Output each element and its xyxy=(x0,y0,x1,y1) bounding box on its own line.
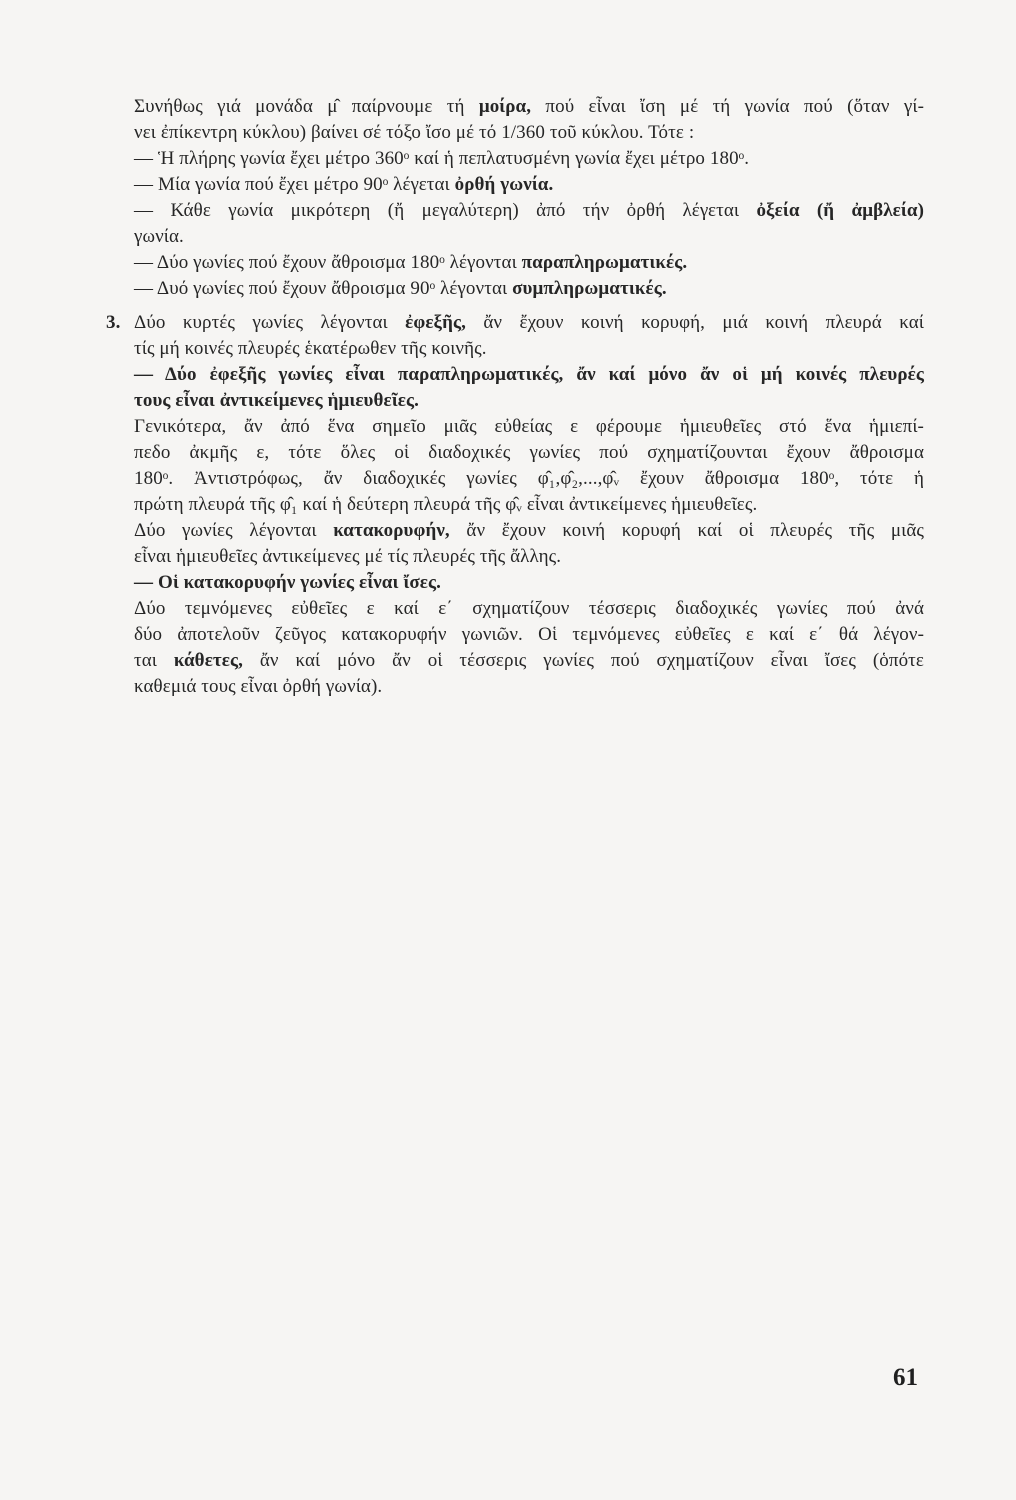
bold-text: μοίρα, xyxy=(478,96,532,117)
text-line xyxy=(134,544,924,570)
text-line xyxy=(134,276,924,302)
text-span: νει ἐπίκεντρη κύκλου) βαίνει σέ τόξο ἴσο μέ τό 1/360 τοῦ κύκλου. Τότε : xyxy=(134,122,695,143)
text-line xyxy=(134,250,924,276)
bold-text: κάθετες, xyxy=(173,650,243,671)
text-span: ται xyxy=(134,650,174,671)
text-span: ἄν καί μόνο ἄν οἱ τέσσερις γωνίες πού σχηματίζουν εἶναι ἴσες (ὁπότε xyxy=(242,650,924,671)
text-span: πρώτη πλευρά τῆς φ̂₁ καί ἡ δεύτερη πλευρά τῆς φ̂ᵥ εἶναι ἀντικείμενες ἡμιευθεῖες. xyxy=(134,494,758,515)
bold-text: κατακορυφήν, xyxy=(333,520,450,541)
text-span: Γενικότερα, ἄν ἀπό ἕνα σημεῖο μιᾶς εὐθείας ε φέρουμε ἡμιευθεῖες στό ἕνα ἡμιεπί- xyxy=(134,416,924,437)
text-span: ἄν ἔχουν κοινή κορυφή, μιά κοινή πλευρά καί xyxy=(465,312,924,333)
bold-text: — Οἱ κατακορυφήν γωνίες εἶναι ἴσες. xyxy=(134,572,441,593)
text-line xyxy=(134,518,924,544)
text-line xyxy=(134,674,924,700)
text-span: δύο ἀποτελοῦν ζεῦγος κατακορυφήν γωνιῶν. Οἱ τεμνόμενες εὐθεῖες ε καί ε΄ θά λέγον- xyxy=(134,624,924,645)
text-line xyxy=(106,310,924,336)
text-span: — Ἡ πλήρης γωνία ἔχει μέτρο 360ᵒ καί ἡ πεπλατυσμένη γωνία ἔχει μέτρο 180ᵒ. xyxy=(134,148,750,169)
page-number: 61 xyxy=(893,1364,918,1391)
text-span: πεδο ἀκμῆς ε, τότε ὅλες οἱ διαδοχικές γωνίες πού σχηματίζουνται ἔχουν ἄθροισμα xyxy=(134,442,924,463)
text-line xyxy=(134,388,924,414)
text-line xyxy=(134,570,924,596)
text-span: 180ᵒ. Ἀντιστρόφως, ἄν διαδοχικές γωνίες φ̂₁,φ̂₂,...,φ̂ᵥ ἔχουν ἄθροισμα 180ᵒ, τότε ἡ xyxy=(134,468,924,489)
text-span: — Δυό γωνίες πού ἔχουν ἄθροισμα 90ᵒ λέγονται xyxy=(134,278,513,299)
paragraph-gap xyxy=(134,302,924,310)
section-number: 3. xyxy=(106,312,121,333)
bold-text: ἐφεξῆς, xyxy=(405,312,466,333)
text-line xyxy=(134,198,924,224)
text-line xyxy=(134,120,924,146)
text-line xyxy=(134,414,924,440)
text-line xyxy=(134,224,924,250)
text-span: — Δύο γωνίες πού ἔχουν ἄθροισμα 180ᵒ λέγονται xyxy=(134,252,522,273)
bold-text: — Δύο ἐφεξῆς γωνίες εἶναι παραπληρωματικές, ἄν καί μόνο ἄν οἱ μή κοινές πλευρές xyxy=(134,364,924,385)
text-line xyxy=(134,362,924,388)
page-text xyxy=(106,94,925,700)
text-span: Δύο κυρτές γωνίες λέγονται xyxy=(134,312,406,333)
bold-text: τους εἶναι ἀντικείμενες ἡμιευθεῖες. xyxy=(134,390,419,411)
text-line xyxy=(134,596,924,622)
text-line xyxy=(134,466,924,492)
text-span: — Μία γωνία πού ἔχει μέτρο 90ᵒ λέγεται xyxy=(134,174,455,195)
bold-text: παραπληρωματικές. xyxy=(521,252,688,273)
text-line xyxy=(134,440,924,466)
text-line xyxy=(134,492,924,518)
text-line xyxy=(134,622,924,648)
text-span: Δύο γωνίες λέγονται xyxy=(134,520,334,541)
text-span: γωνία. xyxy=(134,226,184,247)
text-line xyxy=(134,146,924,172)
text-line xyxy=(134,94,924,120)
text-span: καθεμιά τους εἶναι ὀρθή γωνία). xyxy=(134,676,383,697)
text-span: πού εἶναι ἴση μέ τή γωνία πού (ὅταν γί- xyxy=(531,96,924,117)
text-line xyxy=(134,648,924,674)
bold-text: συμπληρωματικές. xyxy=(512,278,667,299)
text-span: ἄν ἔχουν κοινή κορυφή καί οἱ πλευρές τῆς μιᾶς xyxy=(449,520,924,541)
bold-text: ὀρθή γωνία. xyxy=(454,174,554,195)
text-span: Δύο τεμνόμενες εὐθεῖες ε καί ε΄ σχηματίζουν τέσσερις διαδοχικές γωνίες πού ἀνά xyxy=(134,598,924,619)
text-line xyxy=(134,336,924,362)
text-span: — Κάθε γωνία μικρότερη (ἤ μεγαλύτερη) ἀπό τήν ὀρθή λέγεται xyxy=(134,200,757,221)
text-span: εἶναι ἡμιευθεῖες ἀντικείμενες μέ τίς πλευρές τῆς ἄλλης. xyxy=(134,546,562,567)
text-line xyxy=(134,172,924,198)
text-span: τίς μή κοινές πλευρές ἑκατέρωθεν τῆς κοινῆς. xyxy=(134,338,487,359)
bold-text: ὀξεία (ἤ ἀμβλεία) xyxy=(756,200,925,221)
text-span: Συνήθως γιά μονάδα μ̂ παίρνουμε τή xyxy=(134,96,479,117)
